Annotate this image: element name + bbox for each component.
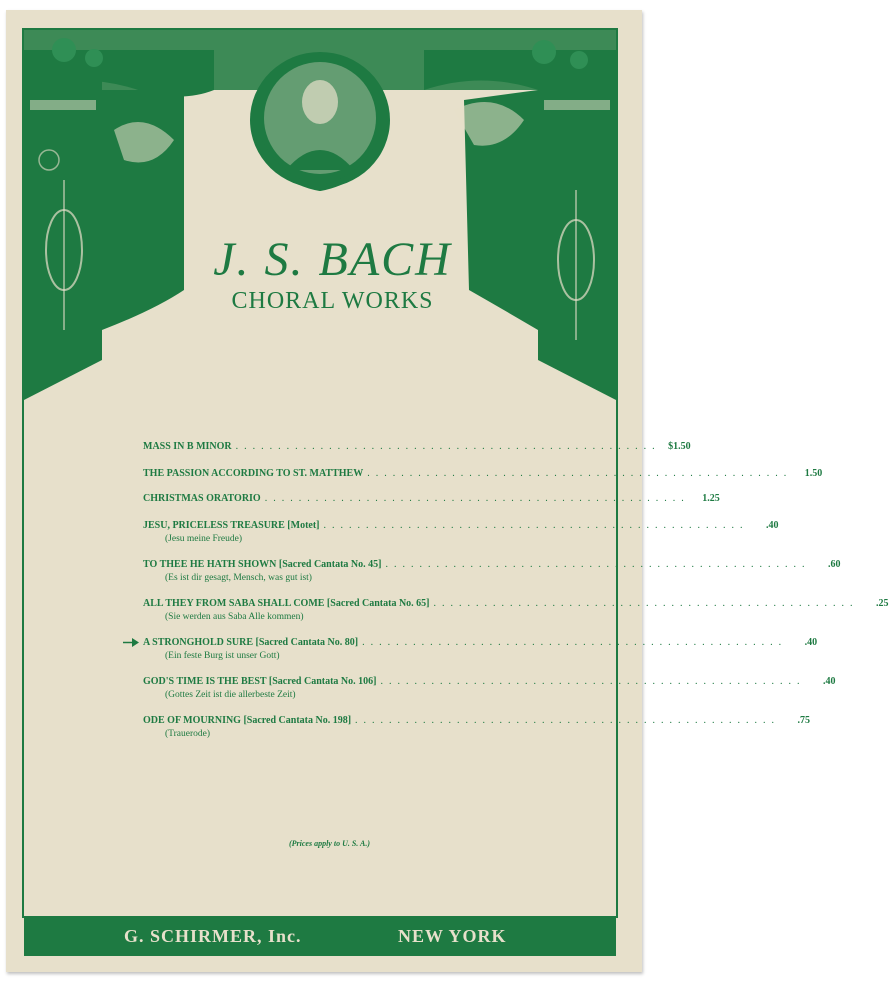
work-german-title: (Es ist dir gesagt, Mensch, was gut ist) (165, 573, 312, 583)
publisher-footer (24, 916, 616, 956)
work-german-title: (Ein feste Burg ist unser Gott) (165, 651, 280, 661)
work-price: .25 (876, 598, 889, 609)
title-block (0, 233, 653, 315)
leader-dots: .................................................. (433, 598, 859, 609)
work-title: GOD'S TIME IS THE BEST [Sacred Cantata No. 106] (143, 676, 377, 687)
arrow-right-icon (123, 638, 139, 647)
work-title: THE PASSION ACCORDING TO ST. MATTHEW (143, 468, 364, 479)
ornamental-header-illustration (24, 30, 616, 400)
publisher-city: NEW YORK (398, 926, 507, 946)
leader-dots: .................................................. (367, 468, 793, 479)
work-title: A STRONGHOLD SURE [Sacred Cantata No. 80] (143, 637, 359, 648)
work-price: 1.25 (702, 493, 720, 504)
work-title: JESU, PRICELESS TREASURE [Motet] (143, 520, 320, 531)
work-item (143, 637, 818, 661)
leader-dots: .................................................. (323, 520, 749, 531)
leader-dots: .................................................. (235, 441, 661, 452)
collection-subtitle: CHORAL WORKS (231, 288, 434, 314)
work-price: .75 (797, 715, 811, 726)
work-title: ODE OF MOURNING [Sacred Cantata No. 198] (143, 715, 352, 726)
work-item (143, 493, 720, 506)
leader-dots: .................................................. (264, 493, 690, 504)
work-item (143, 598, 889, 622)
work-price: .60 (827, 559, 841, 570)
work-german-title: (Gottes Zeit ist die allerbeste Zeit) (165, 690, 296, 700)
work-price: .40 (804, 637, 818, 648)
work-german-title: (Trauerode) (165, 729, 211, 739)
work-title: TO THEE HE HATH SHOWN [Sacred Cantata No. 45] (143, 559, 382, 570)
work-item (143, 441, 691, 454)
work-item (143, 468, 823, 481)
work-item (143, 715, 811, 739)
composer-title: J. S. BACH (213, 233, 452, 286)
work-german-title: (Sie werden aus Saba Alle kommen) (165, 612, 304, 622)
work-title: ALL THEY FROM SABA SHALL COME [Sacred Cantata No. 65] (143, 598, 430, 609)
work-price: .40 (822, 676, 836, 687)
publisher-name: G. SCHIRMER, Inc. (124, 926, 302, 946)
work-item (143, 520, 779, 544)
leader-dots: .................................................. (362, 637, 788, 648)
leader-dots: .................................................. (380, 676, 806, 687)
price-note: (Prices apply to U. S. A.) (288, 839, 371, 848)
work-title: MASS IN B MINOR (143, 441, 232, 452)
leader-dots: .................................................. (385, 559, 811, 570)
work-price: .40 (766, 520, 779, 531)
work-german-title: (Jesu meine Freude) (165, 534, 243, 544)
leader-dots: .................................................. (355, 715, 781, 726)
work-item (143, 676, 836, 700)
work-title: CHRISTMAS ORATORIO (143, 493, 261, 504)
work-price: 1.50 (804, 468, 823, 479)
work-price: $1.50 (668, 441, 691, 452)
work-item (143, 559, 841, 583)
